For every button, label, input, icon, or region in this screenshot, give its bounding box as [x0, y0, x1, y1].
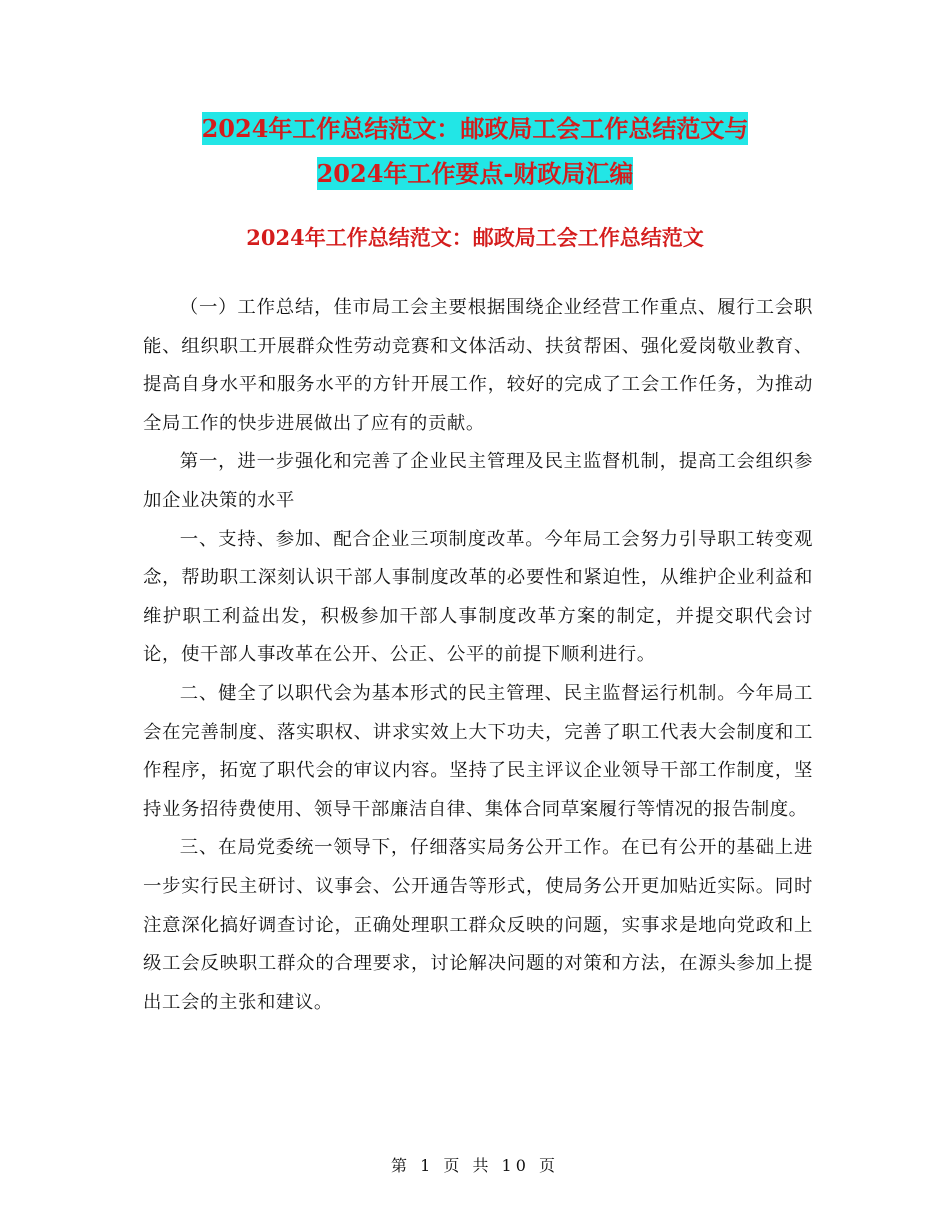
document-title-line-2: [0, 157, 950, 191]
section-heading: 2024年工作总结范文：邮政局工会工作总结范文: [246, 225, 704, 250]
document-title-text-1: 2024年工作总结范文：邮政局工会工作总结范文与: [201, 114, 749, 143]
paragraph-summary: （一）工作总结，佳市局工会主要根据围绕企业经营工作重点、履行工会职能、组织职工开展群众性劳动竞赛和文体活动、扶贫帮困、强化爱岗敬业教育、提高自身水平和服务水平的方针开展工作，较好的完成了工会工作任务，为推动全局工作的快步进展做出了应有的贡献。: [143, 297, 813, 434]
page-footer: 第 1 页 共 10 页: [391, 1156, 559, 1175]
paragraph-item-1: 一、支持、参加、配合企业三项制度改革。今年局工会努力引导职工转变观念，帮助职工深刻认识干部人事制度改革的必要性和紧迫性，从维护企业利益和维护职工利益出发，积极参加干部人事制度改革方案的制定，并提交职代会讨论，使干部人事改革在公开、公正、公平的前提下顺利进行。: [143, 528, 813, 666]
paragraph-first-point: 第一，进一步强化和完善了企业民主管理及民主监督机制，提高工会组织参加企业决策的水平: [143, 451, 813, 511]
paragraph-item-2: 二、健全了以职代会为基本形式的民主管理、民主监督运行机制。今年局工会在完善制度、落实职权、讲求实效上大下功夫，完善了职工代表大会制度和工作程序，拓宽了职代会的审议内容。坚持了民主评议企业领导干部工作制度，坚持业务招待费使用、领导干部廉洁自律、集体合同草案履行等情况的报告制度。: [143, 682, 813, 820]
document-body: [143, 289, 813, 1022]
paragraph-item-3: 三、在局党委统一领导下，仔细落实局务公开工作。在已有公开的基础上进一步实行民主研讨、议事会、公开通告等形式，使局务公开更加贴近实际。同时注意深化搞好调查讨论，正确处理职工群众反映的问题，实事求是地向党政和上级工会反映职工群众的合理要求，讨论解决问题的对策和方法，在源头参加上提出工会的主张和建议。: [143, 837, 813, 1013]
document-title-text-2: 2024年工作要点-财政局汇编: [316, 159, 634, 188]
document-title-line-1: [0, 112, 950, 146]
